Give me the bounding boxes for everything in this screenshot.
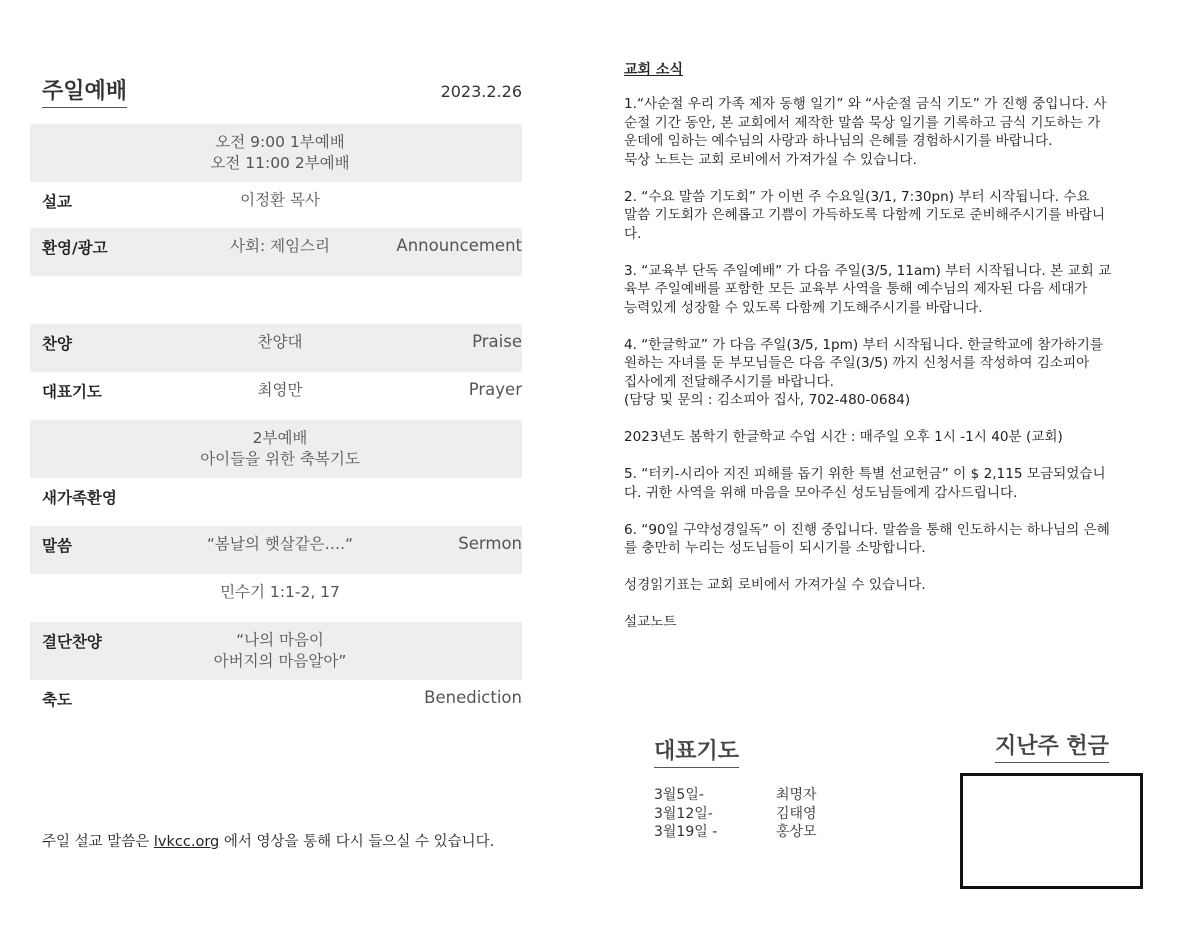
sermon-speaker: 이정환 목사 (240, 191, 320, 209)
news-item-5: 5. “터키-시리아 지진 피해를 돕기 위한 특별 선교헌금” 이 $ 2,115 모금되었습니 다. 귀한 사역을 위해 마음을 모아주신 성도님들에게 감사드립니다. (624, 466, 1106, 501)
word-row (30, 526, 522, 574)
service-time-2: 오전 11:00 2부예배 (210, 154, 350, 172)
closing-hymn-label: 결단찬양 (42, 633, 102, 651)
closing-hymn-title (150, 630, 410, 672)
news-item-sermon-note: 설교노트 (624, 614, 677, 630)
scripture-row (30, 574, 522, 622)
benediction-label: 축도 (42, 691, 72, 709)
replay-prefix: 주일 설교 말씀은 (42, 834, 154, 850)
prayer-entry (654, 823, 817, 842)
word-label: 말씀 (42, 537, 72, 555)
new-family-label: 새가족환영 (42, 489, 117, 507)
closing-hymn-line-2: 아버지의 마음알아” (213, 652, 347, 670)
prayer-date: 3월5일- (654, 787, 704, 803)
prayer-name: 최명자 (776, 787, 817, 803)
sermon-label: 설교 (42, 193, 72, 211)
prayer-english: Prayer (468, 380, 522, 399)
news-item-2: 2. “수요 말씀 기도회” 가 이번 주 수요일(3/1, 7:30pn) 부터 시작됩니다. 수요 말씀 기도회가 은혜롭고 기쁨이 가득하도록 다함께 기도로 준비해주시기를 바랍니 다. (624, 188, 1106, 242)
word-english: Sermon (458, 534, 522, 553)
second-service-title: 2부예배 (252, 429, 308, 447)
benediction-english: Benediction (424, 688, 522, 707)
replay-suffix: 에서 영상을 통해 다시 들으실 수 있습니다. (219, 834, 495, 850)
prayer-name: 홍상모 (776, 824, 817, 840)
sermon-title: “봄날의 햇살같은….“ (206, 535, 354, 553)
new-family-row (30, 478, 522, 526)
praise-choir: 찬양대 (257, 333, 303, 351)
worship-date: 2023.2.26 (440, 82, 522, 101)
closing-hymn-row (30, 622, 522, 680)
praise-english: Praise (472, 332, 522, 351)
news-item-3: 3. “교육부 단독 주일예배” 가 다음 주일(3/5, 11am) 부터 시작됩니다. 본 교회 교 육부 주일예배를 포함한 모든 교육부 사역을 통해 예수님의 제자된 다음 세대가 능력있게 성장할 수 있도록 다함께 기도해주시기를 바랍니다. (624, 262, 1112, 316)
welcome-english: Announcement (396, 236, 522, 255)
praise-label: 찬양 (42, 335, 72, 353)
prayer-date: 3월12일- (654, 805, 713, 822)
welcome-host: 사회: 제임스리 (230, 237, 330, 255)
news-list (624, 95, 1159, 650)
news-item-bible-reading: 성경읽기표는 교회 로비에서 가져가실 수 있습니다. (624, 577, 926, 593)
spacer-row (30, 276, 522, 324)
service-times-row (30, 124, 522, 182)
welcome-row (30, 228, 522, 276)
news-title: 교회 소식 (624, 62, 683, 78)
praise-row (30, 324, 522, 372)
prayer-row (30, 372, 522, 420)
prayer-label: 대표기도 (42, 383, 102, 401)
sermon-speaker-row (30, 182, 522, 228)
news-item-4: 4. “한글학교” 가 다음 주일(3/5, 1pm) 부터 시작됩니다. 한글학교에 참가하기를 원하는 자녀를 둔 부모님들은 다음 주일(3/5) 까지 신청서를 작성하여 김소피아 집사에게 전달해주시기를 바랍니다. (담당 및 문의 : 김소피아 집사, 702-480-0684) (624, 336, 1104, 408)
closing-hymn-line-1: “나의 마음이 (236, 631, 324, 649)
prayer-date: 3월19일 - (654, 824, 718, 840)
service-time-1: 오전 9:00 1부예배 (215, 133, 345, 151)
sermon-replay-note (42, 830, 494, 851)
representative-prayer-list (654, 786, 817, 842)
representative-prayer-title: 대표기도 (654, 738, 739, 768)
last-week-offering-title: 지난주 헌금 (995, 733, 1109, 763)
service-times (150, 132, 410, 174)
news-item-6: 6. “90일 구약성경일독” 이 진행 중입니다. 말씀을 통해 인도하시는 하나님의 은혜 를 충만히 누리는 성도님들이 되시기를 소망합니다. (624, 521, 1110, 556)
prayer-name: 김태영 (776, 805, 817, 822)
children-blessing: 아이들을 위한 축복기도 (200, 450, 360, 468)
worship-title: 주일예배 (42, 78, 127, 108)
worship-order (30, 70, 522, 720)
scripture: 민수기 1:1-2, 17 (220, 583, 340, 601)
church-website-link[interactable]: lvkcc.org (153, 834, 220, 850)
worship-header (30, 70, 522, 124)
second-service-row (30, 420, 522, 478)
prayer-entry (654, 786, 817, 805)
second-service (150, 428, 410, 470)
prayer-leader: 최영만 (257, 381, 303, 399)
welcome-label: 환영/광고 (42, 239, 108, 257)
offering-box (960, 773, 1143, 889)
benediction-row (30, 680, 522, 720)
news-item-korean-school-time: 2023년도 봄학기 한글학교 수업 시간 : 매주일 오후 1시 -1시 40분 (교회) (624, 429, 1063, 445)
news-item-1: 1.“사순절 우리 가족 제자 동행 일기” 와 “사순절 금식 기도” 가 진행 중입니다. 사 순절 기간 동안, 본 교회에서 제작한 말씀 묵상 일기를 기록하고 금식 기도하는 가 운데에 임하는 예수님의 사랑과 하나님의 은혜를 경험하시기를 바랍니다. 묵상 노트는 교회 로비에서 가져가실 수 있습니다. (624, 96, 1107, 168)
prayer-entry (654, 805, 817, 824)
